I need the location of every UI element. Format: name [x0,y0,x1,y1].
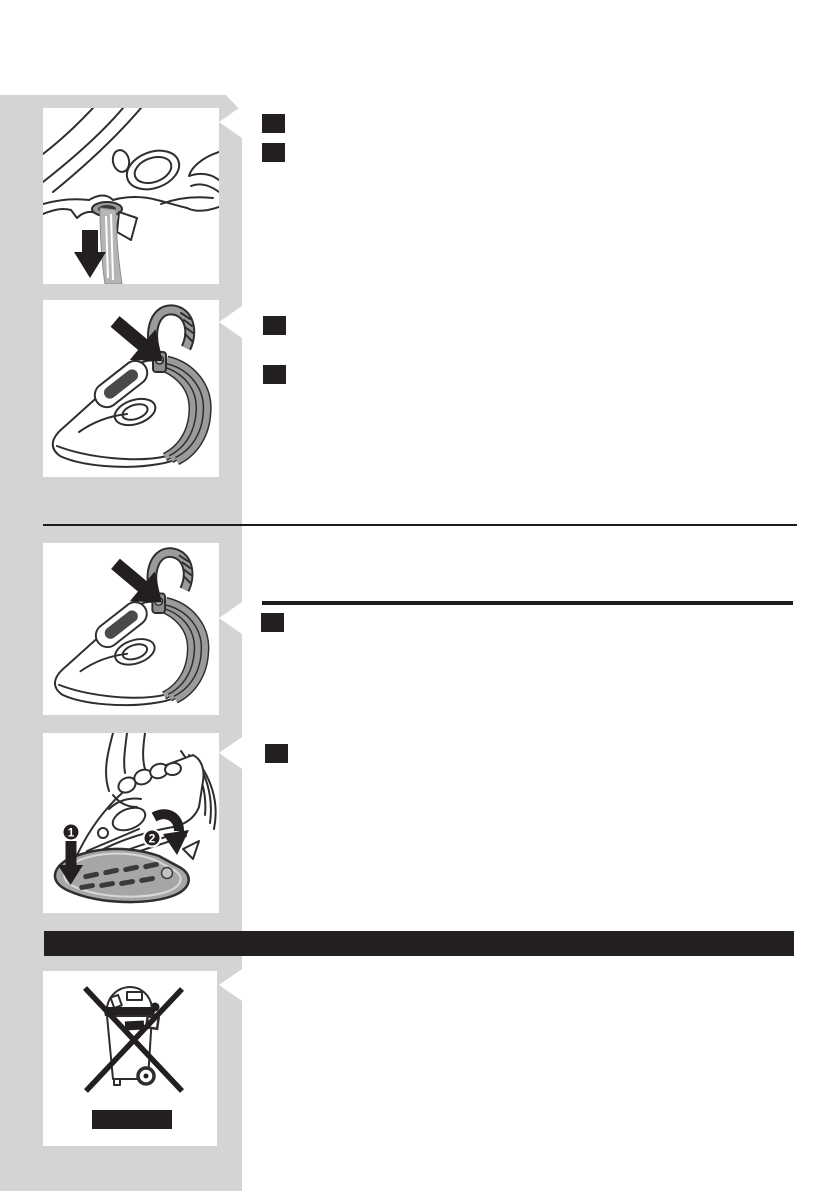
step-bullet-marker [262,114,285,133]
step-bullet-marker [263,316,286,335]
step-bullet-marker [265,744,288,763]
step-bullet-marker [263,365,286,384]
svg-text:1: 1 [67,825,75,840]
section-header-bar [44,931,794,956]
figure-empty-water-tank [43,108,219,284]
step-2-badge [144,830,161,847]
step-1-badge [63,824,80,841]
figure-weee-symbol [43,971,217,1146]
figure-cord-storage [43,300,219,477]
iron-underside-drawing [43,108,219,240]
step-bullet-marker [262,143,285,162]
step-bullet-marker [261,613,284,632]
figure-cord-storage-repeat [43,543,219,715]
section-heading-rule [262,601,793,605]
svg-text:2: 2 [148,831,156,846]
weee-black-bar [92,1110,172,1129]
section-divider-thin [43,524,797,526]
figure-place-on-cover [43,733,219,913]
